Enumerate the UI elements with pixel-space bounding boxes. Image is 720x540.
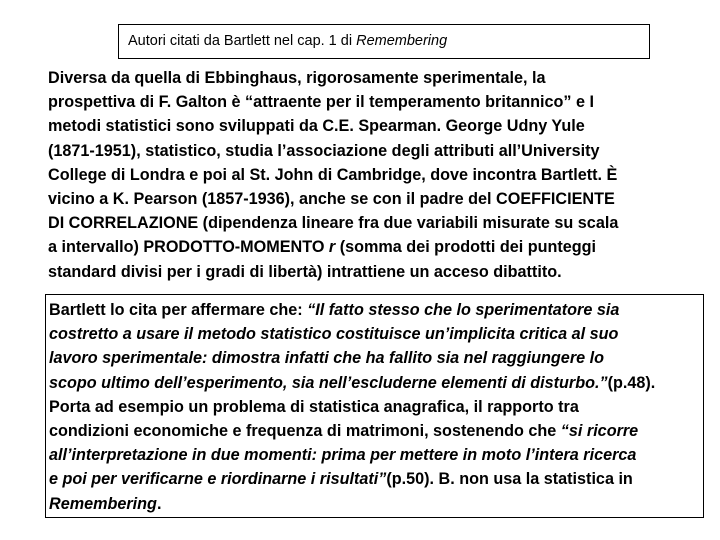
p2-text: Bartlett lo cita per affermare che: bbox=[49, 301, 308, 319]
p1-line: prospettiva di F. Galton è “attraente per il temperamento britannico” e I bbox=[48, 93, 594, 112]
p1-line: metodi statistici sono sviluppati da C.E. Spearman. George Udny Yule bbox=[48, 117, 585, 136]
p1-line: (1871-1951), statistico, studia l’associazione degli attributi all’University bbox=[48, 141, 600, 160]
p2-quote: costretto a usare il metodo statistico costituisce un’implicita critica al suo bbox=[49, 325, 619, 344]
p2-quote: scopo ultimo dell’esperimento, sia nell’escluderne elementi di disturbo.” bbox=[49, 373, 608, 392]
p1-text: a intervallo) PRODOTTO-MOMENTO bbox=[48, 238, 329, 257]
p2-quote: “Il fatto stesso che lo sperimentatore sia bbox=[307, 301, 620, 319]
p2-line bbox=[49, 371, 703, 395]
p2-text: condizioni economiche e frequenza di matrimoni, sostenendo che bbox=[49, 422, 561, 441]
p2-line bbox=[49, 298, 703, 322]
title-box bbox=[118, 24, 650, 59]
p2-text: . bbox=[156, 494, 162, 513]
p2-quote: lavoro sperimentale: dimostra infatti che ha fallito sia nel raggiungere lo bbox=[49, 349, 604, 368]
p2-book: Remembering bbox=[49, 494, 157, 513]
p2-line bbox=[49, 467, 703, 491]
p2-quote: e poi per verificarne e riordinarne i risultati” bbox=[49, 470, 387, 489]
p1-line bbox=[48, 235, 678, 259]
p1-line: DI CORRELAZIONE (dipendenza lineare fra due variabili misurate su scala bbox=[48, 214, 619, 233]
p2-line bbox=[49, 492, 703, 516]
title-text: Autori citati da Bartlett nel cap. 1 di bbox=[128, 33, 357, 49]
p1-line: College di Londra e poi al St. John di Cambridge, dove incontra Bartlett. È bbox=[48, 165, 618, 184]
p2-quote: all’interpretazione in due momenti: prima per mettere in moto l’intera ricerca bbox=[49, 446, 637, 465]
p2-citation: (p.50). B. non usa la statistica in bbox=[386, 470, 633, 489]
p2-line bbox=[49, 322, 703, 346]
p2-line bbox=[49, 443, 703, 467]
p1-text: (somma dei prodotti dei punteggi bbox=[335, 238, 597, 257]
p1-line: vicino a K. Pearson (1857-1936), anche se con il padre del COEFFICIENTE bbox=[48, 190, 615, 209]
quote-box bbox=[45, 294, 704, 518]
p2-line bbox=[49, 419, 703, 443]
p2-quote: “si ricorre bbox=[560, 422, 639, 441]
p2-line: Porta ad esempio un problema di statistica anagrafica, il rapporto tra bbox=[49, 397, 579, 416]
p2-line bbox=[49, 346, 703, 370]
paragraph-galton bbox=[48, 66, 678, 284]
title-book: Remembering bbox=[356, 33, 448, 49]
p1-line: standard divisi per i gradi di libertà) intrattiene un acceso dibattito. bbox=[48, 262, 562, 281]
p2-citation: (p.48). bbox=[607, 373, 656, 392]
r-symbol: r bbox=[328, 238, 336, 257]
p1-line: Diversa da quella di Ebbinghaus, rigorosamente sperimentale, la bbox=[48, 69, 546, 87]
